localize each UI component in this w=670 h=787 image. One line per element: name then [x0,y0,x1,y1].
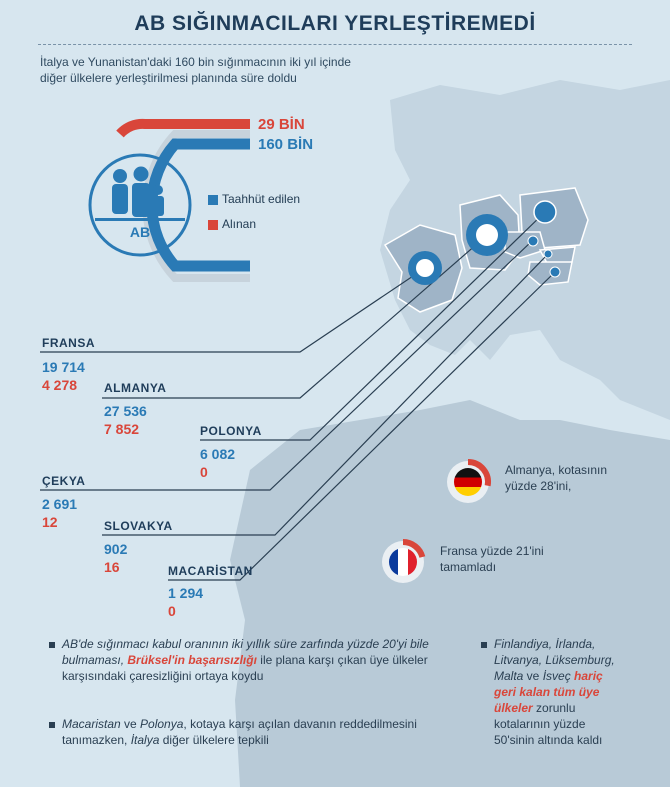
germany-annotation [505,462,607,494]
note-3-except: hariç [570,669,603,683]
note-2-bullet [49,722,55,728]
germany-annotation-line-2: yüzde 28'ini, [505,479,572,493]
france-marker [408,251,442,285]
note-3-line-7: 50'sinin altında kaldı [494,733,603,747]
legend-committed: Taahhüt edilen [222,192,301,206]
note-2-and: ve [120,717,141,731]
note-3-highlight-1: geri kalan tüm üye [494,685,600,699]
country-name-almanya: ALMANYA [104,381,167,395]
legend-received-swatch [208,220,218,230]
note-3-line-6: kotalarının yüzde [494,717,586,731]
germany-marker [466,214,508,256]
note-3-line-5: zorunlu [532,701,576,715]
note-1-line-2a: bulmaması, [62,653,128,667]
note-1-line-2b: ile plana karşı çıkan üye ülkeler [256,653,428,667]
hungary-marker [550,267,560,277]
received-cekya: 12 [42,514,58,530]
country-name-macaristan: MACARİSTAN [168,564,253,578]
czechia-marker [528,236,538,246]
poland-marker [534,201,556,223]
france-annotation-line-1: Fransa yüzde 21'ini [440,544,544,558]
note-2-poland: Polonya [140,717,184,731]
germany-annotation-line-1: Almanya, kotasının [505,463,608,477]
note-2-line-1-rest: , kotaya karşı açılan davanın reddedilmesini [183,717,417,731]
committed-fransa: 19 714 [42,359,85,375]
received-almanya: 7 852 [104,421,140,437]
note-2-line-2a: tanımazken, [62,733,131,747]
legend-committed-swatch [208,195,218,205]
france-annotation-line-2: tamamladı [440,560,497,574]
country-name-slovakya: SLOVAKYA [104,519,173,533]
france-annotation [440,543,544,575]
country-name-fransa: FRANSA [42,336,95,350]
note-3-line-1: Finlandiya, İrlanda, [494,637,596,651]
slovakia-marker [544,250,552,258]
note-3-malta: Malta [494,669,524,683]
note-2-line-2b: diğer ülkelere tepkili [159,733,269,747]
country-name-cekya: ÇEKYA [42,474,86,488]
subtitle-line-1: İtalya ve Yunanistan'daki 160 bin sığınmacının iki yıl içinde [40,55,351,69]
subtitle [40,54,370,86]
note-1-highlight: Brüksel'in başarısızlığı [127,653,257,667]
note-2 [62,716,432,748]
germany-donut [443,457,493,507]
note-3-highlight-2: ülkeler [494,701,533,715]
received-polonya: 0 [200,464,208,480]
note-1-line-3: karşısındaki çaresizliğini ortaya koydu [62,669,264,683]
note-1-bullet [49,642,55,648]
committed-polonya: 6 082 [200,446,236,462]
committed-total: 160 BİN [258,136,314,153]
note-3-sweden: İsveç [542,669,571,683]
received-slovakya: 16 [104,559,120,575]
note-3 [494,636,664,748]
received-macaristan: 0 [168,603,176,619]
page-title: AB SIĞINMACILARI YERLEŞTİREMEDİ [134,12,536,35]
note-3-line-2: Litvanya, Lüksemburg, [494,653,615,667]
title-divider [38,44,632,45]
committed-cekya: 2 691 [42,496,78,512]
subtitle-line-2: diğer ülkelere yerleştirilmesi planında süre doldu [40,71,297,85]
received-total: 29 BİN [258,116,305,133]
note-3-and: ve [523,669,543,683]
committed-macaristan: 1 294 [168,585,204,601]
legend-received: Alınan [222,217,257,231]
badge-label: AB [129,224,151,240]
committed-almanya: 27 536 [104,403,147,419]
committed-slovakya: 902 [104,541,128,557]
family-icon [95,167,185,222]
note-2-hungary: Macaristan [62,717,121,731]
received-fransa: 4 278 [42,377,78,393]
note-1-line-1: AB'de sığınmacı kabul oranının iki yıllık süre zarfında yüzde 20'yi bile [62,637,429,651]
note-1 [62,636,432,684]
country-name-polonya: POLONYA [200,424,262,438]
note-3-bullet [481,642,487,648]
france-donut [378,537,428,587]
note-2-italy: İtalya [130,733,160,747]
